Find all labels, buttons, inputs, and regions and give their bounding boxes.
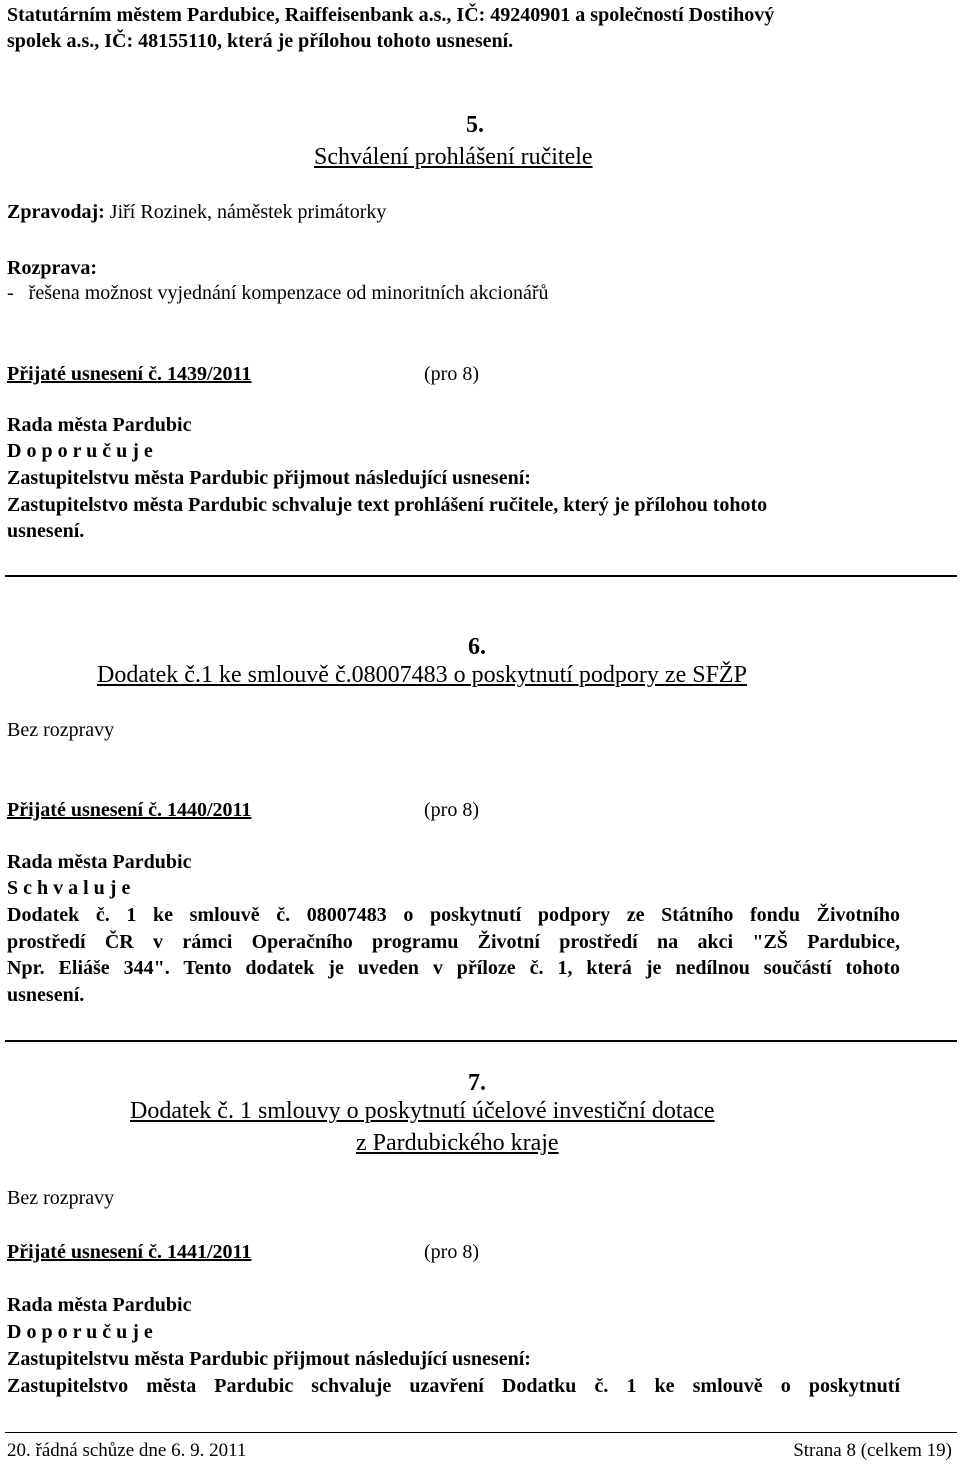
- section-6-number: 6.: [468, 634, 486, 660]
- section-7-title-line-2: z Pardubického kraje: [356, 1130, 559, 1156]
- carryover-line-2: spolek a.s., IČ: 48155110, která je přílohou tohoto usnesení.: [7, 30, 514, 52]
- recommendation-line: Zastupitelstvu města Pardubic přijmout následující usnesení:: [7, 1348, 531, 1370]
- resolution-text-line-1: Dodatek č. 1 ke smlouvě č. 08007483 o poskytnutí podpory ze Státního fondu Životního: [7, 904, 900, 926]
- discussion-label: Rozprava:: [7, 257, 97, 279]
- resolution-text-line-1: Zastupitelstvo města Pardubic schvaluje text prohlášení ručitele, který je přílohou tohoto: [7, 494, 768, 516]
- council-name: Rada města Pardubic: [7, 1294, 192, 1316]
- no-discussion-note: Bez rozpravy: [7, 1187, 115, 1209]
- reporter-value: Jiří Rozinek, náměstek primátorky: [109, 201, 387, 223]
- section-6-title: Dodatek č.1 ke smlouvě č.08007483 o poskytnutí podpory ze SFŽP: [97, 662, 747, 688]
- section-5-title: Schválení prohlášení ručitele: [314, 144, 593, 170]
- resolution-text-line-2: prostředí ČR v rámci Operačního programu Životní prostředí na akci "ZŠ Pardubice,: [7, 931, 900, 953]
- vote-1440: (pro 8): [424, 799, 479, 821]
- resolution-verb: D o p o r u č u j e: [7, 1321, 153, 1343]
- council-name: Rada města Pardubic: [7, 851, 192, 873]
- resolution-text-line-1: Zastupitelstvo města Pardubic schvaluje uzavření Dodatku č. 1 ke smlouvě o poskytnutí: [7, 1375, 900, 1397]
- resolution-1439: Přijaté usnesení č. 1439/2011: [7, 363, 252, 385]
- council-name: Rada města Pardubic: [7, 414, 192, 436]
- discussion-item: - řešena možnost vyjednání kompenzace od minoritních akcionářů: [7, 282, 549, 304]
- footer-meeting: 20. řádná schůze dne 6. 9. 2011: [7, 1440, 247, 1461]
- reporter-label: Zpravodaj:: [7, 201, 105, 223]
- vote-1439: (pro 8): [424, 363, 479, 385]
- resolution-text-line-2: usnesení.: [7, 520, 85, 542]
- section-divider: [5, 575, 957, 577]
- recommendation-line: Zastupitelstvu města Pardubic přijmout následující usnesení:: [7, 467, 531, 489]
- section-5-number: 5.: [466, 112, 484, 138]
- section-7-title-line-1: Dodatek č. 1 smlouvy o poskytnutí účelové investiční dotace: [130, 1098, 715, 1124]
- footer-page-number: Strana 8 (celkem 19): [793, 1440, 952, 1461]
- section-divider: [5, 1040, 957, 1042]
- section-7-number: 7.: [468, 1070, 486, 1096]
- resolution-1441: Přijaté usnesení č. 1441/2011: [7, 1241, 252, 1263]
- resolution-verb: D o p o r u č u j e: [7, 440, 153, 462]
- no-discussion-note: Bez rozpravy: [7, 719, 115, 741]
- resolution-verb: S c h v a l u j e: [7, 877, 131, 899]
- resolution-text-line-4: usnesení.: [7, 984, 85, 1006]
- reporter-line: [7, 201, 386, 224]
- vote-1441: (pro 8): [424, 1241, 479, 1263]
- resolution-text-line-3: Npr. Eliáše 344". Tento dodatek je uveden v příloze č. 1, která je nedílnou součástí tohoto: [7, 957, 900, 979]
- footer-rule: [5, 1432, 957, 1433]
- carryover-line-1: Statutárním městem Pardubice, Raiffeisenbank a.s., IČ: 49240901 a společností Dostihový: [7, 4, 775, 26]
- resolution-1440: Přijaté usnesení č. 1440/2011: [7, 799, 252, 821]
